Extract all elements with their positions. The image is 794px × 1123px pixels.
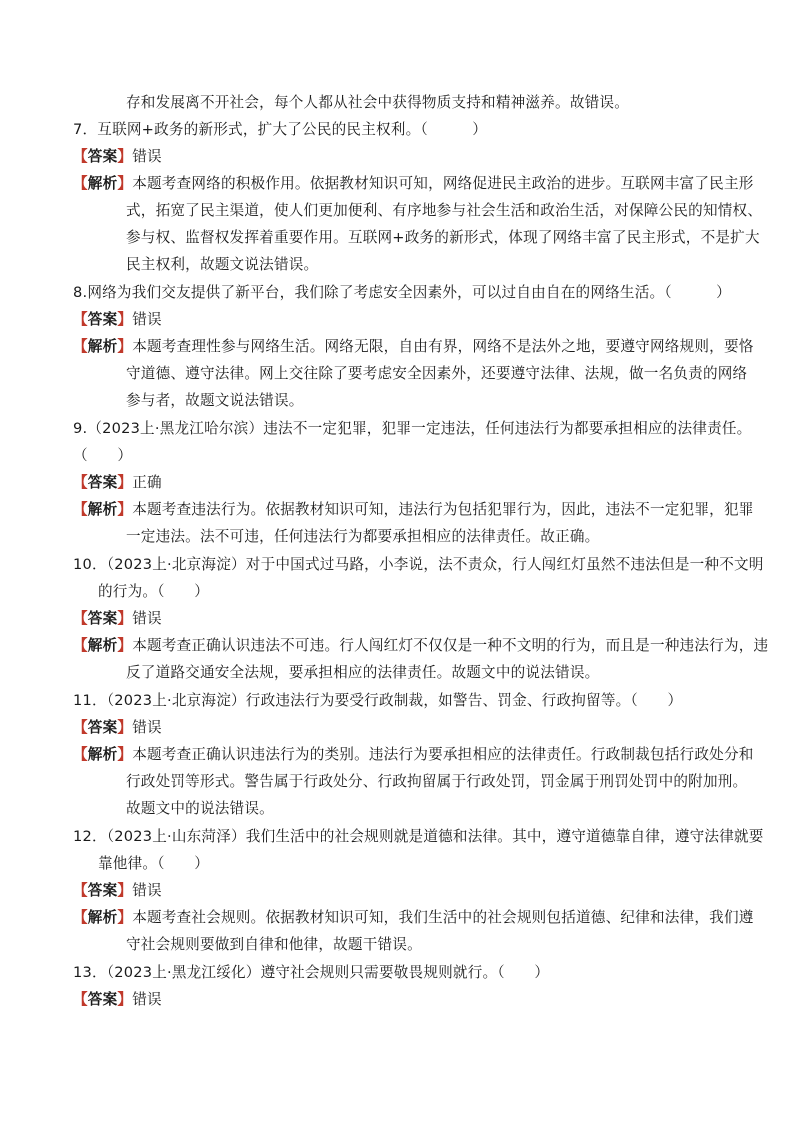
text-line: 守道德、遵守法律。网上交往除了要考虑安全因素外，还要遵守法律、法规，做一名负责的网络 xyxy=(126,365,748,382)
text-line: （ ） xyxy=(73,447,133,464)
text-line: 参与权、监督权发挥着重要作用。互联网+政务的新形式，体现了网络丰富了民主形式，不是扩大 xyxy=(126,229,760,246)
analysis-8: 【解析】本题考查理性参与网络生活。网络无限，自由有界，网络不是法外之地，要遵守网络规则，要恪 xyxy=(73,338,754,355)
text-line: 反了道路交通安全法规，要承担相应的法律责任。故题文中的说法错误。 xyxy=(126,664,600,681)
question-9: 9.（2023上·黑龙江哈尔滨）违法不一定犯罪，犯罪一定违法，任何违法行为都要承担相应的法律责任。 xyxy=(73,420,752,437)
question-10: 10．（2023上·北京海淀）对于中国式过马路，小李说，法不责众，行人闯红灯虽然不违法但是一种不文明 xyxy=(73,556,764,573)
text-line: 民主权利，故题文说法错误。 xyxy=(126,256,319,273)
question-8: 8.网络为我们交友提供了新平台，我们除了考虑安全因素外，可以过自由自在的网络生活。（ ） xyxy=(73,284,731,301)
text-line: 存和发展离不开社会，每个人都从社会中获得物质支持和精神滋养。故错误。 xyxy=(126,94,629,111)
text-line: 参与者，故题文说法错误。 xyxy=(126,392,304,409)
answer-tag: 【答案】 xyxy=(73,882,133,899)
answer-9: 【答案】正确 xyxy=(73,474,162,491)
question-12: 12．（2023上·山东菏泽）我们生活中的社会规则就是道德和法律。其中，遵守道德靠自律，遵守法律就要 xyxy=(73,828,764,845)
analysis-12: 【解析】本题考查社会规则。依据教材知识可知，我们生活中的社会规则包括道德、纪律和法律，我们遵 xyxy=(73,909,754,926)
analysis-tag: 【解析】 xyxy=(73,637,133,654)
analysis-tag: 【解析】 xyxy=(73,746,133,763)
answer-12: 【答案】错误 xyxy=(73,882,162,899)
text-line: 式，拓宽了民主渠道，使人们更加便利、有序地参与社会生活和政治生活，对保障公民的知情权、 xyxy=(126,202,763,219)
question-11: 11．（2023上·北京海淀）行政违法行为要受行政制裁，如警告、罚金、行政拘留等。（ ） xyxy=(73,692,683,709)
answer-7: 【答案】错误 xyxy=(73,148,162,165)
analysis-7: 【解析】本题考查网络的积极作用。依据教材知识可知，网络促进民主政治的进步。互联网丰富了民主形 xyxy=(73,175,754,192)
answer-13: 【答案】错误 xyxy=(73,991,162,1008)
analysis-tag: 【解析】 xyxy=(73,338,133,355)
answer-tag: 【答案】 xyxy=(73,474,133,491)
text-line: 的行为。（ ） xyxy=(98,583,210,600)
analysis-11: 【解析】本题考查正确认识违法行为的类别。违法行为要承担相应的法律责任。行政制裁包括行政处分和 xyxy=(73,746,754,763)
analysis-tag: 【解析】 xyxy=(73,909,133,926)
answer-tag: 【答案】 xyxy=(73,991,133,1008)
answer-tag: 【答案】 xyxy=(73,311,133,328)
question-7: 7．互联网+政务的新形式，扩大了公民的民主权利。（ ） xyxy=(73,121,488,138)
text-line: 靠他律。（ ） xyxy=(98,855,210,872)
answer-11: 【答案】错误 xyxy=(73,719,162,736)
text-line: 行政处罚等形式。警告属于行政处分、行政拘留属于行政处罚，罚金属于刑罚处罚中的附加刑。 xyxy=(126,773,748,790)
text-line: 一定违法。法不可违，任何违法行为都要承担相应的法律责任。故正确。 xyxy=(126,528,600,545)
answer-tag: 【答案】 xyxy=(73,610,133,627)
answer-8: 【答案】错误 xyxy=(73,311,162,328)
analysis-9: 【解析】本题考查违法行为。依据教材知识可知，违法行为包括犯罪行为，因此，违法不一定犯罪，犯罪 xyxy=(73,501,754,518)
answer-10: 【答案】错误 xyxy=(73,610,162,627)
text-line: 故题文中的说法错误。 xyxy=(126,800,274,817)
answer-tag: 【答案】 xyxy=(73,719,133,736)
analysis-10: 【解析】本题考查正确认识违法不可违。行人闯红灯不仅仅是一种不文明的行为，而且是一种违法行为，违 xyxy=(73,637,769,654)
analysis-tag: 【解析】 xyxy=(73,175,133,192)
analysis-tag: 【解析】 xyxy=(73,501,133,518)
text-line: 守社会规则要做到自律和他律，故题干错误。 xyxy=(126,936,422,953)
answer-tag: 【答案】 xyxy=(73,148,133,165)
question-13: 13．（2023上·黑龙江绥化）遵守社会规则只需要敬畏规则就行。（ ） xyxy=(73,964,550,981)
